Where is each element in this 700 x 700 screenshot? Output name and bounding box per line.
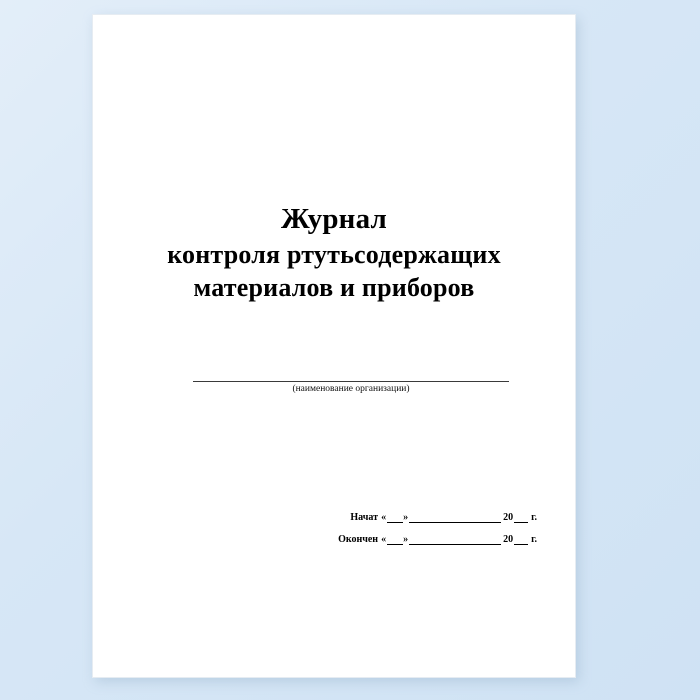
start-date-label: Начат (350, 512, 379, 523)
dates-block (287, 501, 537, 545)
organization-input-line[interactable] (193, 367, 509, 382)
title-line-3: материалов и приборов (193, 273, 475, 303)
start-quote-open: « (381, 512, 387, 523)
title-line-1: Журнал (280, 203, 388, 235)
start-year-input[interactable] (514, 512, 528, 523)
end-date-label: Окончен (338, 534, 379, 545)
organization-caption: (наименование организации) (292, 384, 410, 394)
page-title (93, 201, 575, 305)
end-month-input[interactable] (409, 534, 501, 545)
start-month-input[interactable] (409, 512, 501, 523)
start-year-suffix: г. (531, 512, 537, 523)
start-year-prefix: 20 (503, 512, 514, 523)
title-line-2: контроля ртутьсодержащих (167, 240, 501, 270)
organization-field (193, 367, 509, 394)
end-quote-close: » (403, 534, 409, 545)
start-date-row (287, 501, 537, 523)
document-page (92, 14, 576, 678)
end-day-input[interactable] (387, 534, 403, 545)
end-year-prefix: 20 (503, 534, 514, 545)
end-year-input[interactable] (514, 534, 528, 545)
end-year-suffix: г. (531, 534, 537, 545)
start-quote-close: » (403, 512, 409, 523)
end-date-row (287, 523, 537, 545)
end-quote-open: « (381, 534, 387, 545)
start-day-input[interactable] (387, 512, 403, 523)
